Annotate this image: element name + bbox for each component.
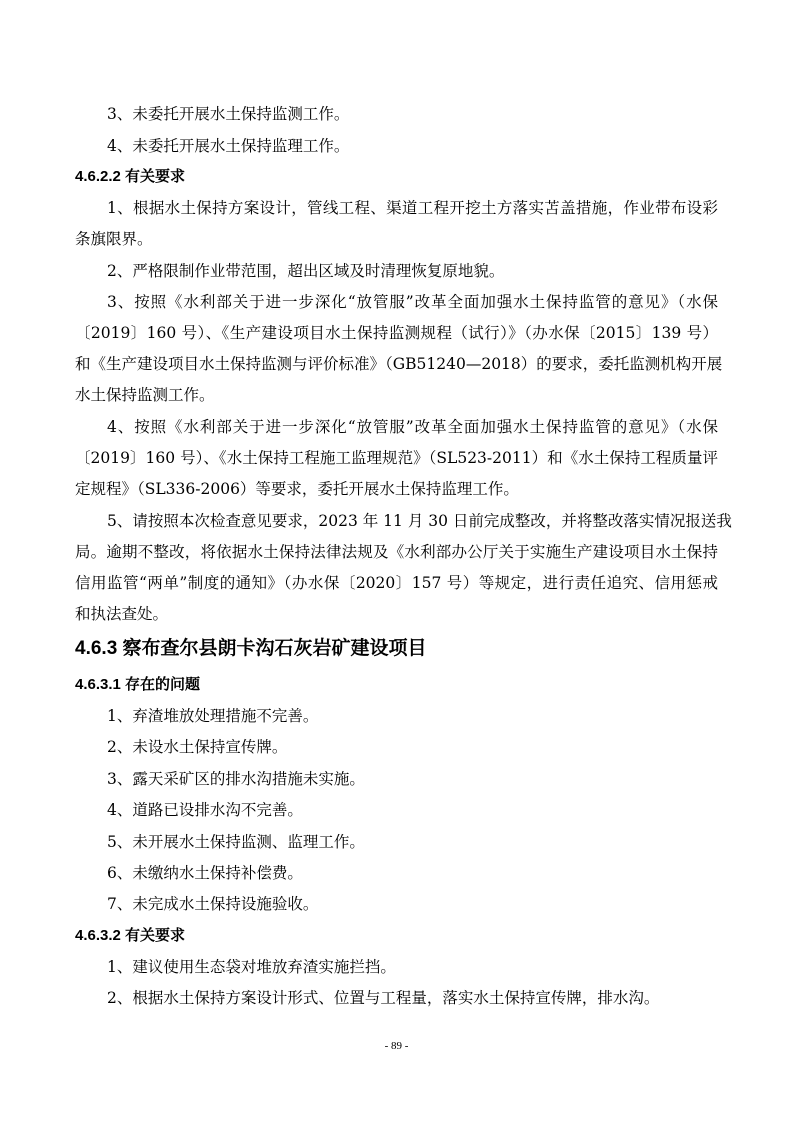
list-item: 6、未缴纳水土保持补偿费。: [107, 864, 303, 882]
paragraph-line: 和执法查处。: [75, 605, 169, 623]
paragraph-line: 1、根据水土保持方案设计，管线工程、渠道工程开挖土方落实苫盖措施，作业带布设彩: [107, 199, 718, 217]
list-item: 4、道路已设排水沟不完善。: [107, 801, 303, 819]
list-item: 3、露天采矿区的排水沟措施未实施。: [107, 770, 365, 788]
paragraph-line: 〔2019〕160 号）、《生产建设项目水土保持监测规程（试行）》（办水保〔2015〕139 号）: [75, 324, 718, 342]
section-heading-463: 4.6.3 察布查尔县朗卡沟石灰岩矿建设项目: [75, 638, 427, 659]
paragraph-line: 定规程》（SL336-2006）等要求，委托开展水土保持监理工作。: [75, 480, 519, 498]
paragraph-line: 水土保持监测工作。: [75, 386, 215, 404]
list-item: 2、根据水土保持方案设计形式、位置与工程量，落实水土保持宣传牌，排水沟。: [107, 989, 660, 1007]
list-item: 5、未开展水土保持监测、监理工作。: [107, 833, 365, 851]
list-item: 1、弃渣堆放处理措施不完善。: [107, 707, 319, 725]
page-number: - 89 -: [384, 1040, 409, 1052]
section-heading-4622: 4.6.2.2 有关要求: [75, 168, 186, 185]
list-item: 1、建议使用生态袋对堆放弃渣实施拦挡。: [107, 958, 396, 976]
paragraph-line: 5、请按照本次检查意见要求，2023 年 11 月 30 日前完成整改，并将整改落实情况报送我: [107, 512, 732, 530]
list-item: 2、未设水土保持宣传牌。: [107, 738, 288, 756]
list-item: 4、未委托开展水土保持监理工作。: [107, 137, 350, 155]
paragraph-line: 局。逾期不整改，将依据水土保持法律法规及《水利部办公厅关于实施生产建设项目水土保持: [75, 543, 718, 561]
paragraph-line: 信用监管“两单”制度的通知》（办水保〔2020〕157 号）等规定，进行责任追究、信用惩戒: [75, 574, 718, 592]
list-item: 3、未委托开展水土保持监测工作。: [107, 105, 350, 123]
paragraph-line: 〔2019〕160 号）、《水土保持工程施工监理规范》（SL523-2011）和《水土保持工程质量评: [75, 449, 718, 467]
subsection-heading-4631: 4.6.3.1 存在的问题: [75, 676, 201, 693]
paragraph-line: 和《生产建设项目水土保持监测与评价标准》（GB51240—2018）的要求，委托监测机构开展: [75, 355, 723, 373]
paragraph-line: 3、按照《水利部关于进一步深化“放管服”改革全面加强水土保持监管的意见》（水保: [107, 293, 718, 311]
paragraph-line: 2、严格限制作业带范围，超出区域及时清理恢复原地貌。: [107, 262, 505, 280]
paragraph-line: 4、按照《水利部关于进一步深化“放管服”改革全面加强水土保持监管的意见》（水保: [107, 418, 718, 436]
list-item: 7、未完成水土保持设施验收。: [107, 895, 319, 913]
subsection-heading-4632: 4.6.3.2 有关要求: [75, 927, 186, 944]
paragraph-line: 条旗限界。: [75, 230, 153, 248]
